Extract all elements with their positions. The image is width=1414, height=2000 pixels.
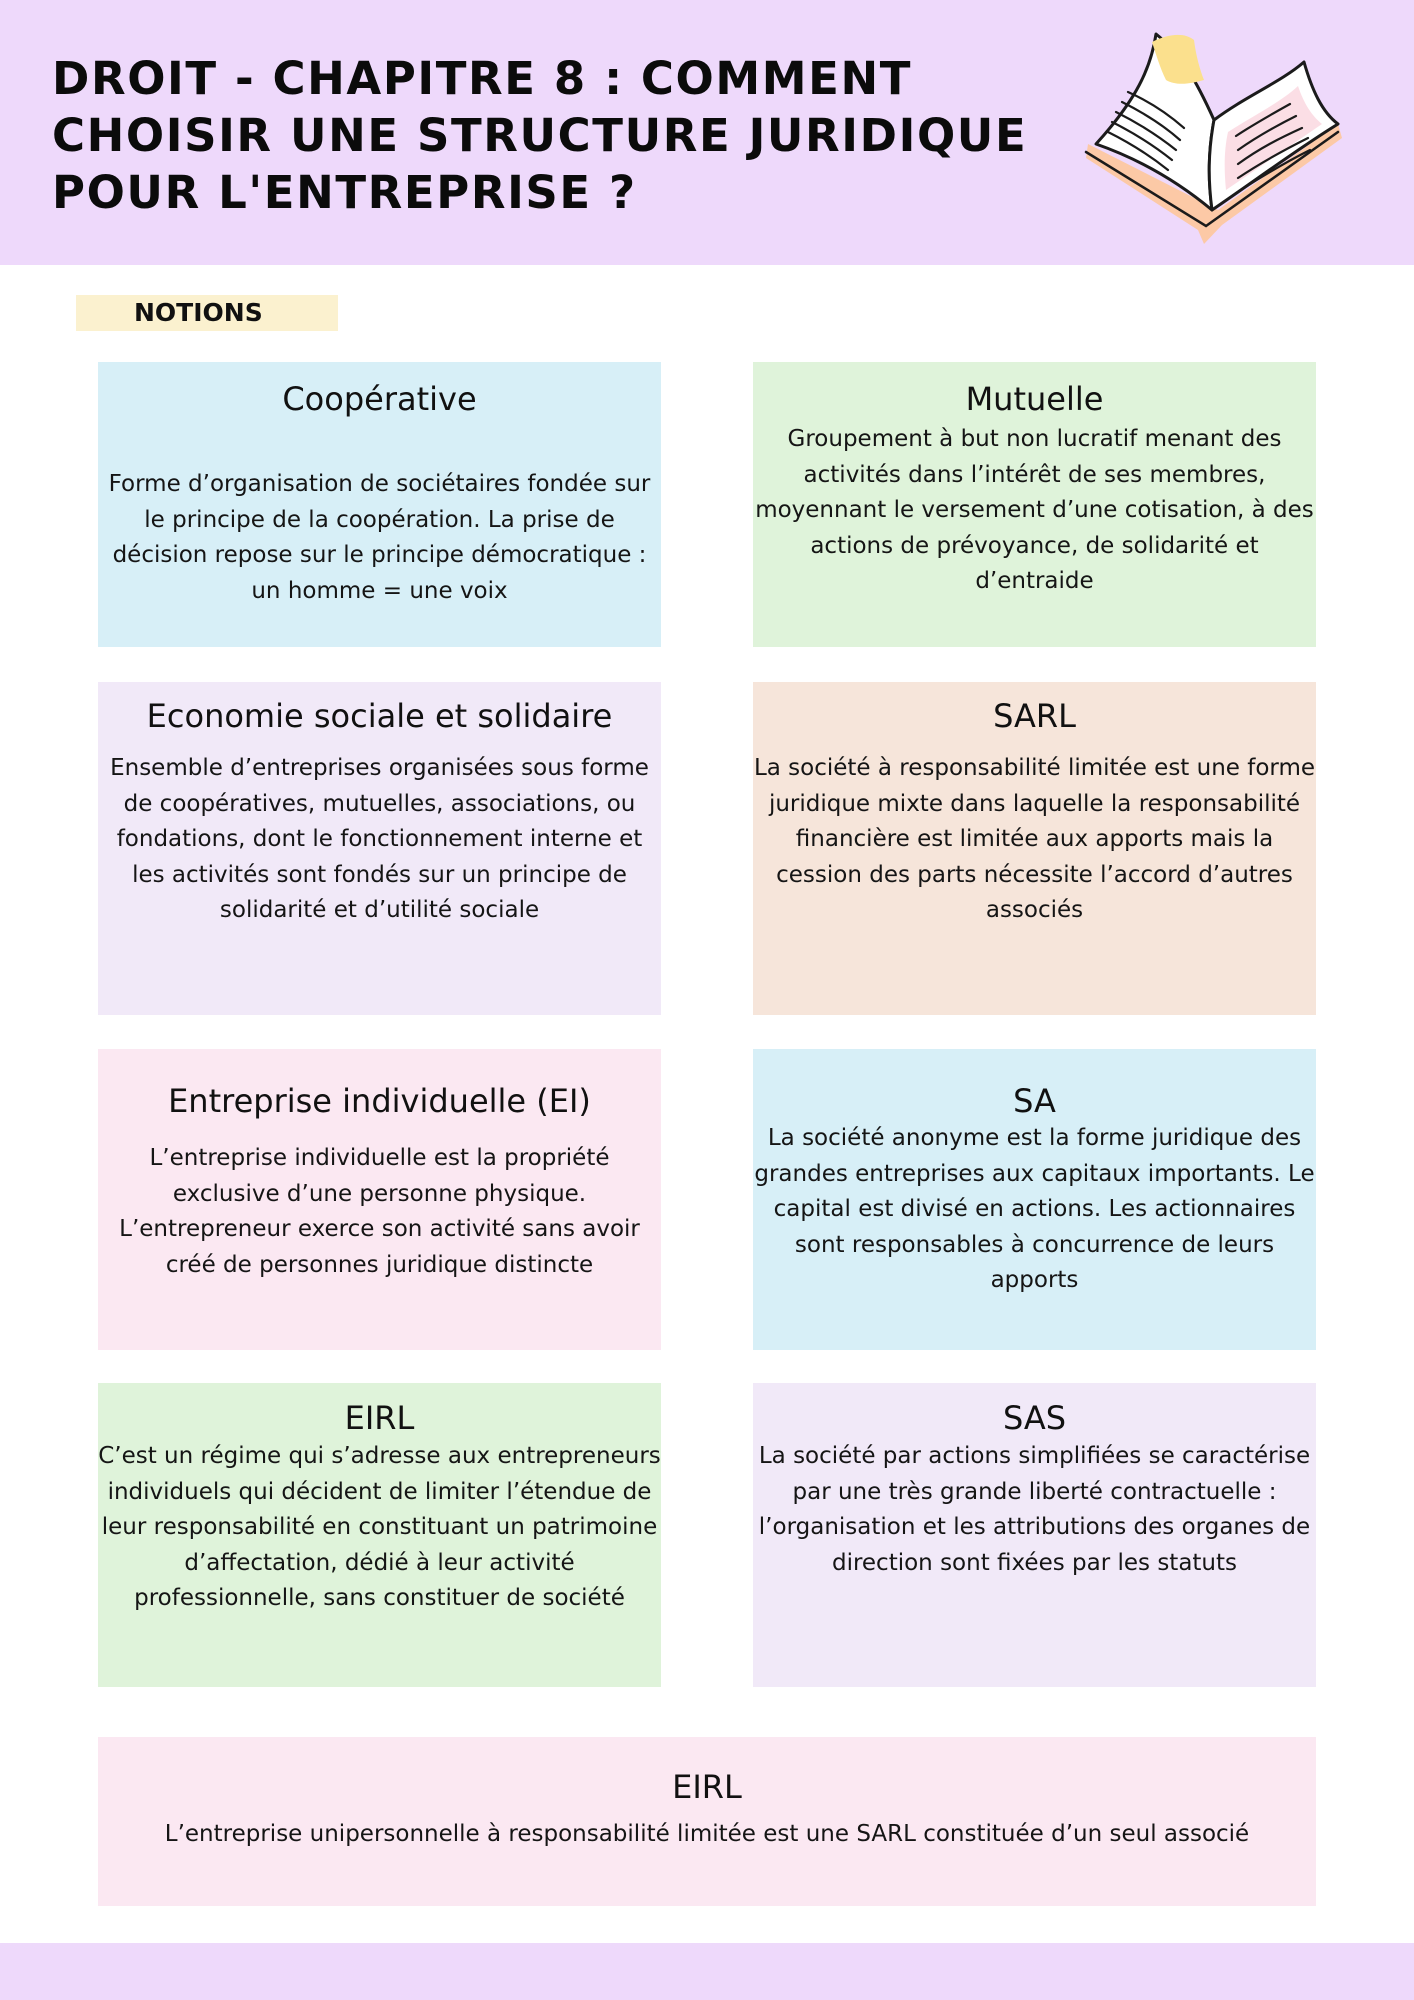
open-book-icon (1076, 20, 1348, 260)
card-text: La société anonyme est la forme juridique des grandes entreprises aux capitaux importants. Le capital est divisé en actions. Les actionnaires sont responsables à concurrence de leurs apports (754, 1125, 1315, 1293)
card-text: Forme d’organisation de sociétaires fondée sur le principe de la coopération. La prise de décision repose sur le principe démocratique : un homme = une voix (108, 471, 651, 604)
notion-card-entreprise-individuelle (98, 1049, 661, 1350)
card-text: L’entreprise individuelle est la propriété exclusive d’une personne physique. L’entrepreneur exerce son activité sans avoir créé de personnes juridique distincte (119, 1145, 640, 1278)
card-text: La société par actions simplifiées se caractérise par une très grande liberté contractuelle : l’organisation et les attributions des organes de direction sont fixées par les statuts (758, 1443, 1311, 1576)
notion-card-cooperative (98, 362, 661, 647)
card-text: Groupement à but non lucratif menant des activités dans l’intérêt de ses membres, moyennant le versement d’une cotisation, à des actions de prévoyance, de solidarité et d’entraide (755, 426, 1314, 594)
card-title: Entreprise individuelle (EI) (168, 1082, 591, 1120)
section-label-text: NOTIONS (134, 298, 263, 327)
header-banner (0, 0, 1414, 265)
card-title: SA (1013, 1082, 1056, 1120)
card-text: L’entreprise unipersonnelle à responsabilité limitée est une SARL constituée d’un seul associé (164, 1821, 1250, 1847)
card-text: Ensemble d’entreprises organisées sous forme de coopératives, mutuelles, associations, ou fondations, dont le fonctionnement interne et les activités sont fondés sur un principe de solidarité et d’utilité sociale (110, 755, 649, 923)
card-title: Economie sociale et solidaire (146, 697, 613, 735)
card-title: Mutuelle (965, 380, 1104, 418)
card-title: EIRL (344, 1399, 415, 1437)
notion-card-economie-sociale (98, 682, 661, 1015)
card-title: SARL (993, 697, 1076, 735)
notion-card-eurl (98, 1737, 1316, 1906)
card-text: La société à responsabilité limitée est une forme juridique mixte dans laquelle la responsabilité financière est limitée aux apports mais la cession des parts nécessite l’accord d’autres associés (753, 755, 1316, 923)
card-text: C’est un régime qui s’adresse aux entrepreneurs individuels qui décident de limiter l’étendue de leur responsabilité en constituant un patrimoine d’affectation, dédié à leur activité professionnelle, sans constituer de société (98, 1443, 661, 1611)
notion-card-eirl (98, 1383, 661, 1687)
notion-card-sa (753, 1049, 1316, 1350)
notion-card-mutuelle (753, 362, 1316, 647)
card-title: SAS (1002, 1399, 1067, 1437)
section-label-notions (76, 295, 338, 331)
notion-card-sas (753, 1383, 1316, 1687)
page-title: DROIT - CHAPITRE 8 : COMMENT CHOISIR UNE STRUCTURE JURIDIQUE POUR L'ENTREPRISE ? (52, 52, 1028, 219)
card-title: EIRL (672, 1768, 742, 1806)
notion-card-sarl (753, 682, 1316, 1015)
card-title: Coopérative (282, 380, 477, 418)
footer-band (0, 1943, 1414, 2000)
